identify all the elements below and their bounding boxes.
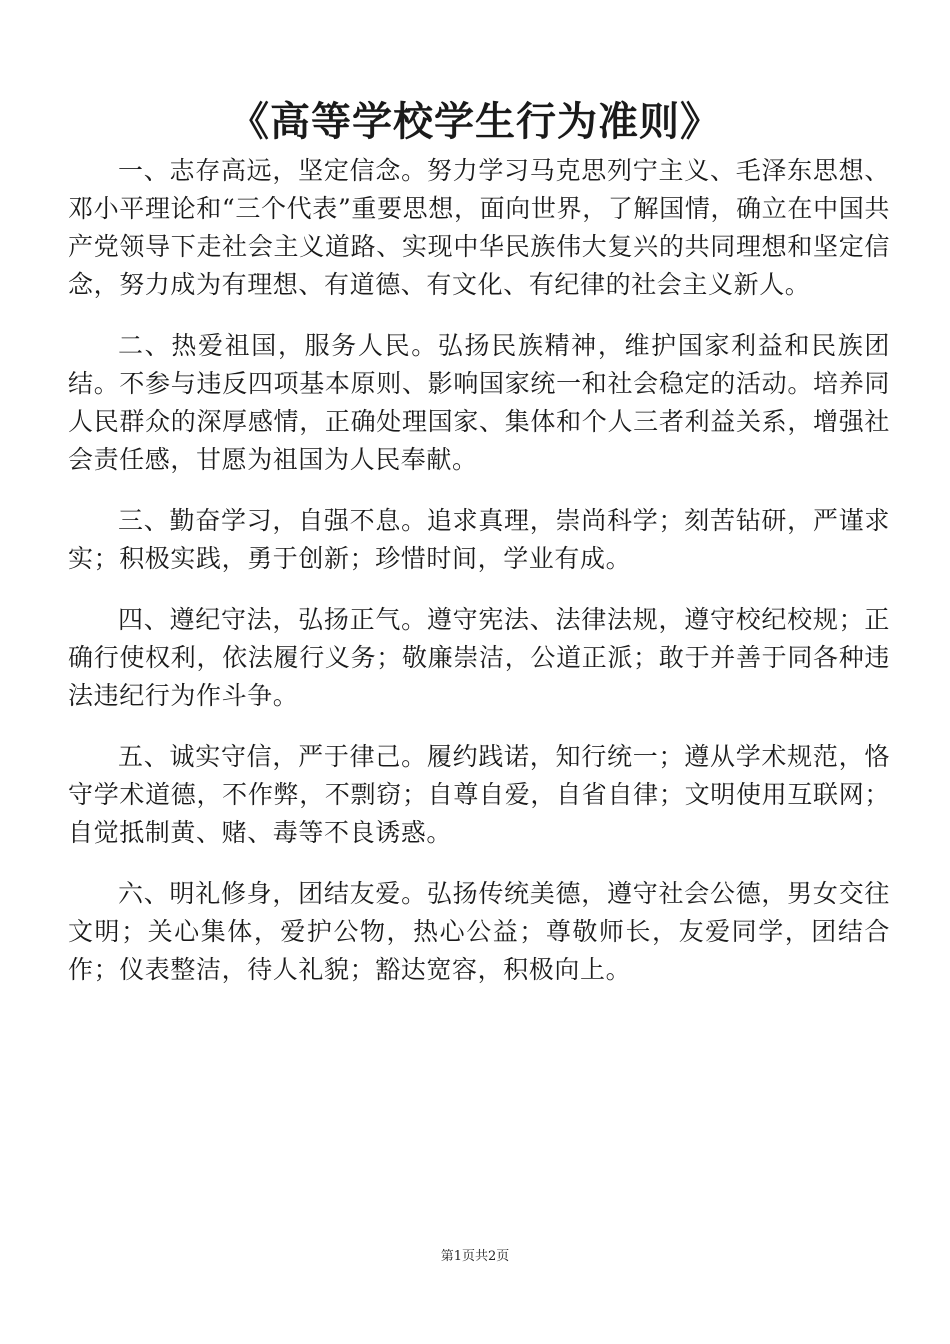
paragraph-3: 三、勤奋学习，自强不息。追求真理，崇尚科学；刻苦钻研，严谨求实；积极实践，勇于创新；珍惜时间，学业有成。	[68, 506, 890, 573]
paragraph-6: 六、明礼修身，团结友爱。弘扬传统美德，遵守社会公德，男女交往文明；关心集体，爱护公物，热心公益；尊敬师长，友爱同学，团结合作；仪表整洁，待人礼貌；豁达宽容，积极向上。	[68, 879, 890, 984]
page-number-footer: 第1页共2页	[440, 1249, 510, 1264]
document-title: 《高等学校学生行为准则》	[229, 98, 721, 145]
paragraph-2: 二、热爱祖国，服务人民。弘扬民族精神，维护国家利益和民族团结。不参与违反四项基本原则、影响国家统一和社会稳定的活动。培养同人民群众的深厚感情，正确处理国家、集体和个人三者利益关系，增强社会责任感，甘愿为祖国为人民奉献。	[68, 331, 890, 474]
document-body	[68, 152, 890, 1012]
paragraph-5: 五、诚实守信，严于律己。履约践诺，知行统一；遵从学术规范，恪守学术道德，不作弊，不剽窃；自尊自爱，自省自律；文明使用互联网；自觉抵制黄、赌、毒等不良诱惑。	[68, 742, 890, 847]
paragraph-4: 四、遵纪守法，弘扬正气。遵守宪法、法律法规，遵守校纪校规；正确行使权利，依法履行义务；敬廉崇洁，公道正派；敢于并善于同各种违法违纪行为作斗争。	[68, 605, 890, 710]
paragraph-1: 一、志存高远，坚定信念。努力学习马克思列宁主义、毛泽东思想、邓小平理论和“三个代表”重要思想，面向世界，了解国情，确立在中国共产党领导下走社会主义道路、实现中华民族伟大复兴的共同理想和坚定信念，努力成为有理想、有道德、有文化、有纪律的社会主义新人。	[68, 156, 890, 299]
